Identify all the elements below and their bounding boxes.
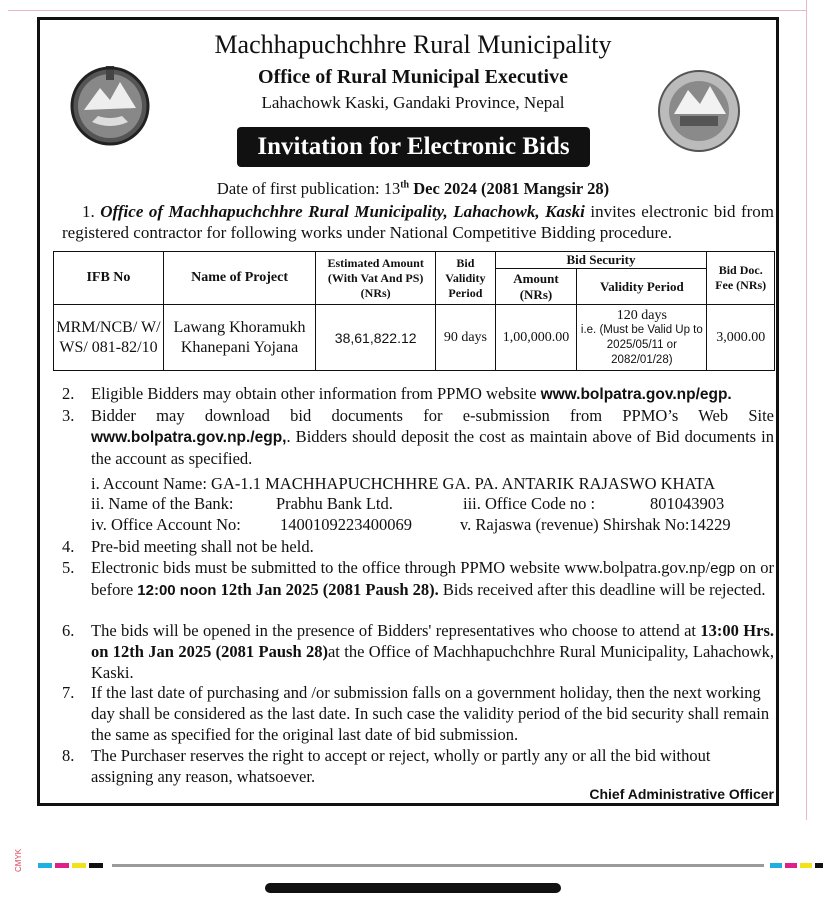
- crop-line-vertical: [806, 0, 807, 820]
- bank-value: Prabhu Bank Ltd.: [276, 494, 393, 513]
- item-3: 3. Bidder may download bid documents for e-submission from PPMO’s Web Site www.bolpatra.gov.np./egp,. Bidders should deposit the cost as maintain above of Bid documents in the account as specified.: [62, 406, 774, 468]
- item-2: 2. Eligible Bidders may obtain other information from PPMO website www.bolpatra.gov.np/egp.: [62, 384, 732, 403]
- ppmo-link: www.bolpatra.gov.np/egp.: [540, 386, 732, 403]
- color-bar-magenta: [55, 863, 69, 868]
- account-name: i. Account Name: GA-1.1 MACHHAPUCHCHHRE GA. PA. ANTARIK RAJASWO KHATA: [91, 474, 716, 493]
- crop-line: [8, 10, 806, 11]
- office-name: Office of Rural Municipal Executive: [258, 66, 568, 88]
- color-bar-magenta-2: [785, 863, 797, 868]
- item-5: 5. Electronic bids must be submitted to the office through PPMO website www.bolpatra.gov.np/egp on or before 12:00 noon 12th Jan 2025 (2081 Paush 28). Bids received after this deadline will be rejected.: [62, 558, 774, 599]
- signature-title: Chief Administrative Officer: [589, 786, 774, 802]
- item-8: 8. The Purchaser reserves the right to accept or reject, wholly or partly any or all the bid without assigning any reason, whatsoever.: [62, 746, 711, 786]
- item-4: 4. Pre-bid meeting shall not be held.: [62, 537, 314, 556]
- office-account-value: 1400109223400069: [280, 515, 412, 534]
- rajaswa-shirshak: v. Rajaswa (revenue) Shirshak No:14229: [460, 515, 731, 534]
- cmyk-label: CMYK: [14, 848, 23, 872]
- bank-label: ii. Name of the Bank:: [91, 494, 234, 513]
- ppmo-link-2: www.bolpatra.gov.np./egp,: [91, 429, 287, 446]
- item-7: 7. If the last date of purchasing and /or submission falls on a government holiday, then the next working day shall be considered as the last date. In such case the validity period of the bid security shall remain the same as specified for the original last date of bid submission.: [62, 683, 770, 744]
- office-code-label: iii. Office Code no :: [463, 494, 596, 513]
- office-account-label: iv. Office Account No:: [91, 515, 241, 534]
- color-bar-yellow-2: [800, 863, 812, 868]
- office-code-value: 801043903: [650, 494, 725, 513]
- municipality-name: Machhapuchchhre Rural Municipality: [214, 30, 612, 59]
- color-bar-black: [89, 863, 103, 868]
- print-rule: [112, 864, 764, 867]
- table-row: MRM/NCB/ W/ WS/ 081-82/10 Lawang Khoramukh Khanepani Yojana 38,61,822.12 90 days 1,00,000.00 120 days i.e. (Must be Valid Up to 2025/05/11 or 2082/01/28) 3,000.00: [54, 305, 775, 371]
- item-6: 6. The bids will be opened in the presence of Bidders' representatives who choose to attend at 13:00 Hrs. on 12th Jan 2025 (2081 Paush 28)at the Office of Machhapuchchhre Rural Municipality, Lahachowk, Kaski.: [62, 621, 774, 682]
- color-bar-cyan-2: [770, 863, 782, 868]
- home-indicator[interactable]: [265, 883, 561, 893]
- paragraph-1: 1. Office of Machhapuchchhre Rural Municipality, Lahachowk, Kaski invites electronic bid from registered contractor for following works under National Competitive Bidding procedure.: [62, 202, 775, 242]
- office-italic: Office of Machhapuchchhre Rural Municipality, Lahachowk, Kaski: [100, 202, 585, 221]
- color-bar-black-2: [815, 863, 823, 868]
- bid-table: IFB No Name of Project Estimated Amount (With Vat And PS) (NRs) Bid Validity Period Bid Security Bid Doc. Fee (NRs) Amount (NRs) Validity Period MRM/NCB/ W/ WS/ 081-82/10 Lawang Khoramukh Khanepani Yojana 38,61,822.12 90 days 1,00,000.00 120 days i.e. (Must be Valid Up to 2025/05/11 or 2082/01/28) 3,000.00: [53, 251, 775, 371]
- color-bar-cyan: [38, 863, 52, 868]
- office-address: Lahachowk Kaski, Gandaki Province, Nepal: [261, 93, 565, 112]
- publication-date: Date of first publication: 13th Dec 2024 (2081 Mangsir 28): [216, 179, 610, 198]
- notice-banner: Invitation for Electronic Bids: [237, 127, 590, 167]
- color-bar-yellow: [72, 863, 86, 868]
